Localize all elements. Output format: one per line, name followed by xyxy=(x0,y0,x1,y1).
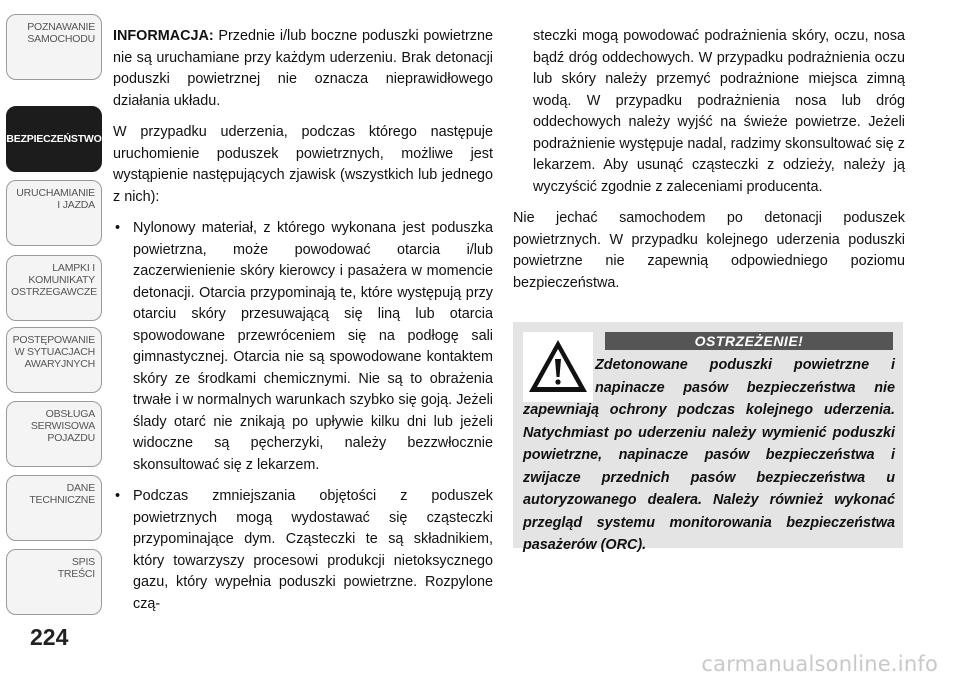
list-item xyxy=(113,486,493,615)
no-driving-paragraph: Nie jechać samochodem po detonacji poduszek powietrznych. W przypadku kolejnego uderzenia poduszki powietrzne nie zapewnią odpowiedniego poziomu bezpieczeństwa. xyxy=(513,210,905,291)
bullet-dot: • xyxy=(115,220,121,236)
tab-bezpieczenstwo[interactable]: BEZPIECZEŃSTWO xyxy=(6,106,102,172)
info-text: Przednie i/lub boczne poduszki powietrzne nie są uruchamiane przy każdym uderzeniu. Brak detonacji poduszki powietrznej nie oznacza nieprawidłowego działania układu. xyxy=(113,28,493,109)
sidebar-navigation xyxy=(0,0,108,678)
warning-box xyxy=(513,322,903,553)
list-item xyxy=(113,218,493,476)
tab-uruchamianie-i-jazda[interactable]: URUCHAMIANIE I JAZDA xyxy=(6,180,102,246)
tab-spis-tresci[interactable]: SPIS TREŚCI xyxy=(6,549,102,615)
page-number: 224 xyxy=(30,624,69,650)
tab-postepowanie-awaryjne[interactable]: POSTĘPOWANIE W SYTUACJACH AWARYJNYCH xyxy=(6,327,102,393)
warning-heading: OSTRZEŻENIE! xyxy=(605,332,893,350)
tab-poznawanie-samochodu[interactable]: POZNAWANIE SAMOCHODU xyxy=(6,14,102,80)
tab-lampki-i-komunikaty[interactable]: LAMPKI I KOMUNIKATY OSTRZEGAWCZE xyxy=(6,255,102,321)
warning-text: Zdetonowane poduszki powietrzne i napinacze pasów bezpieczeństwa nie zapewniają ochrony podczas kolejnego uderzenia. Natychmiast po uderzeniu należy wymienić poduszki powietrzne, napinacze pasów bezpieczeństwa i zwijacze przednich pasów bezpieczeństwa u autoryzowanego dealera. Należy również wykonać przegląd systemu monitorowania bezpieczeństwa pasażerów (ORC). xyxy=(523,357,895,553)
info-label: INFORMACJA: xyxy=(113,28,214,44)
left-column xyxy=(113,26,493,625)
info-paragraph xyxy=(113,26,493,112)
list-item-text: Nylonowy materiał, z którego wykonana jest poduszka powietrzna, może powodować otarcia i/lub zaczerwienienie skóry kierowcy i pasażera w momencie detonacji. Otarcia przypominają te, które występują przy otarciu skóry przesuwającą się liną lub otarcia spowodowane przewróceniem się na podłogę sali gimnastycznej. Otarcia nie są spowodowane kontaktem skóry ze środkami chemicznymi. Nie są to obrażenia trwałe i w normalnych warunkach szybko się goją. Jeżeli ślady otarć nie znikają po upływie kilku dni lub jeżeli widoczne są pęcherzyki, należy bezzwłocznie skonsultować się z lekarzem. xyxy=(133,220,493,473)
right-column xyxy=(513,26,905,304)
list-item-text: Podczas zmniejszania objętości z poduszek powietrznych mogą wydostawać się cząsteczki przypominające dym. Cząsteczki te są składnikiem, który towarzyszy procesowi produkcji nietoksycznego gazu, który wypełnia poduszki powietrzne. Rozpylone czą- xyxy=(133,488,493,612)
bullet-dot: • xyxy=(115,488,121,504)
watermark: carmanualsonline.info xyxy=(701,652,938,676)
bullet-continuation: steczki mogą powodować podrażnienia skóry, oczu, nosa bądź dróg oddechowych. W przypadku podrażnienia oczu lub skóry należy przemyć podrażnione miejsca zimną wodą. W przypadku podrażnienia nosa lub dróg oddechowych należy wyjść na świeże powietrze. Jeżeli podrażnienie występuje nadal, radzimy skonsultować się z lekarzem. Aby usunąć cząsteczki z odzieży, należy ją wyczyścić zgodnie z zaleceniami producenta. xyxy=(533,28,905,195)
tab-dane-techniczne[interactable]: DANE TECHNICZNE xyxy=(6,475,102,541)
tab-obsluga-serwisowa[interactable]: OBSŁUGA SERWISOWA POJAZDU xyxy=(6,401,102,467)
effects-intro-paragraph: W przypadku uderzenia, podczas którego następuje uruchomienie poduszek powietrznych, możliwe jest wystąpienie następujących zjawisk (wszystkich lub jednego z nich): xyxy=(113,124,493,205)
